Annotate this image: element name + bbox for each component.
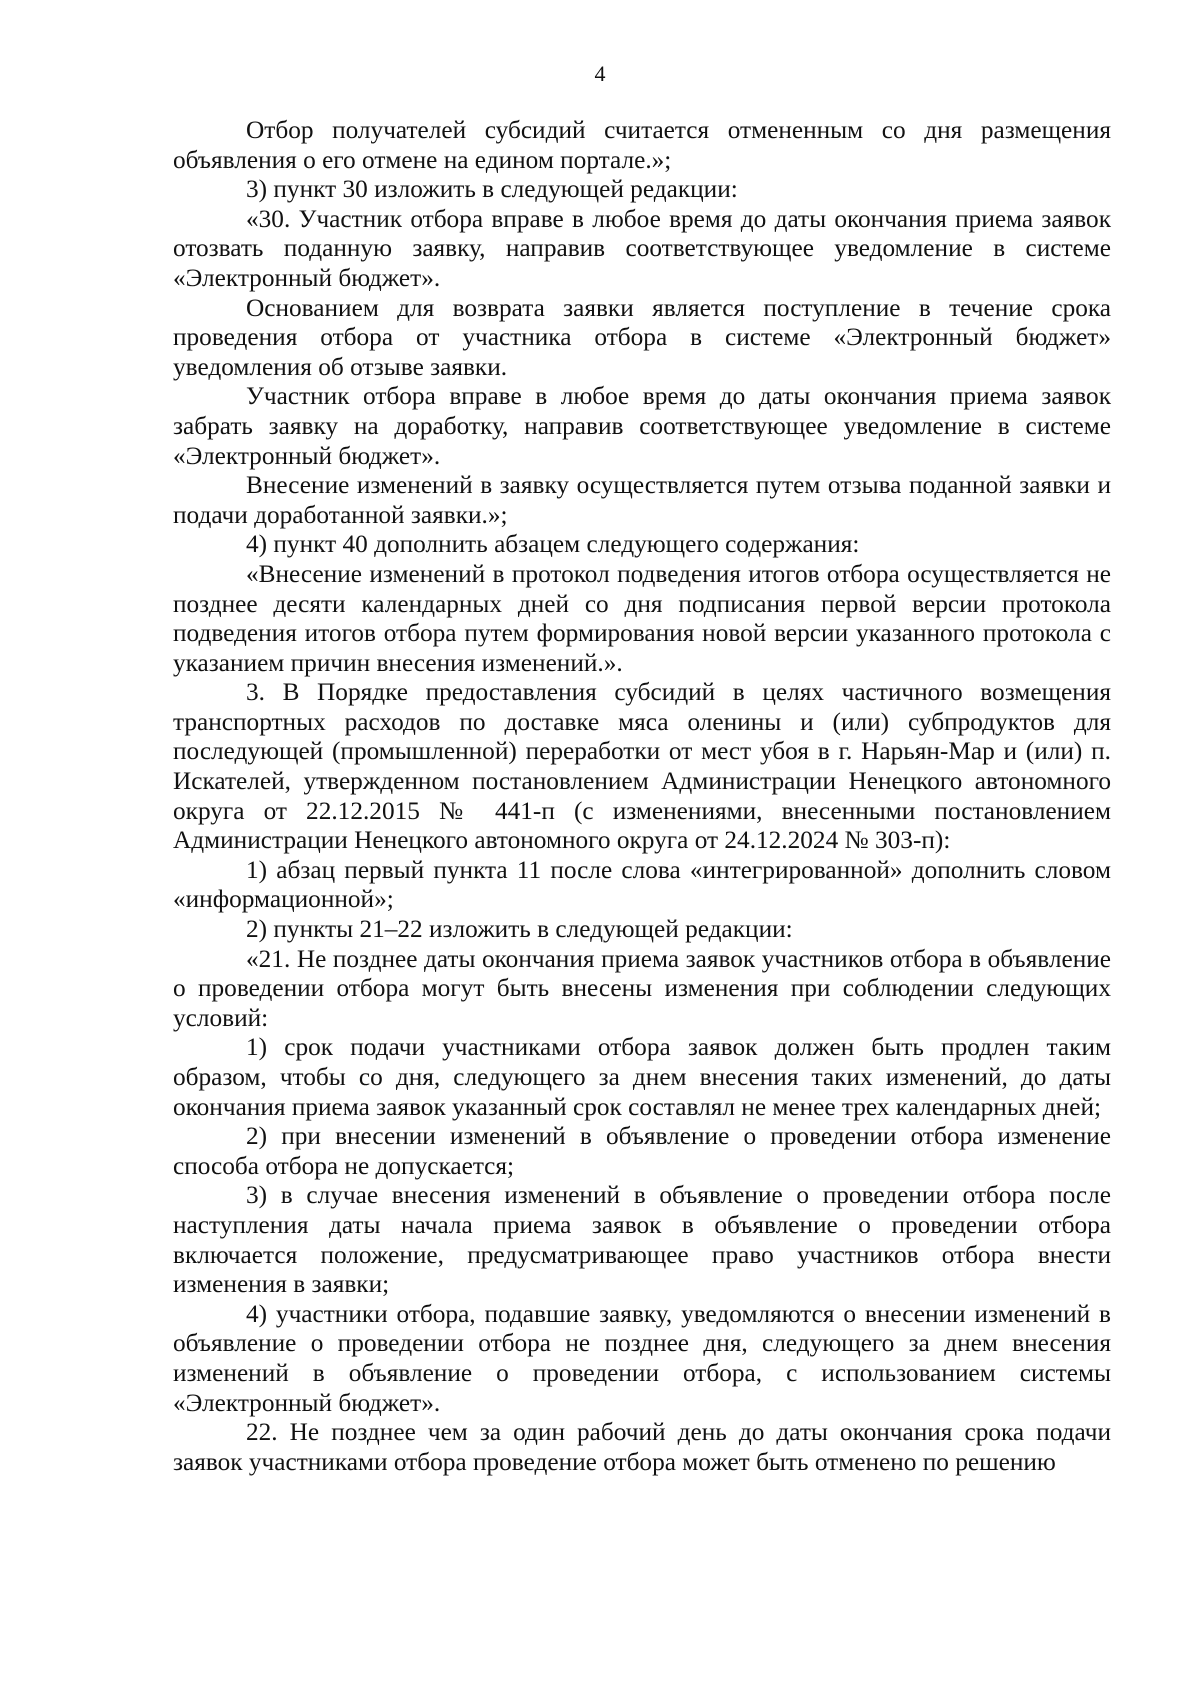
paragraph: 1) срок подачи участниками отбора заявок должен быть продлен таким образом, чтобы со дня, следующего за днем внесения таких изменений, до даты окончания приема заявок указанный срок составлял не менее трех календарных дней; [173,1033,1111,1121]
paragraph: «21. Не позднее даты окончания приема заявок участников отбора в объявление о проведении отбора могут быть внесены изменения при соблюдении следующих условий: [173,944,1111,1032]
page-number: 4 [594,61,606,86]
paragraph: 4) участники отбора, подавшие заявку, уведомляются о внесении изменений в объявление о проведении отбора не позднее дня, следующего за днем внесения изменений в объявление о проведении отбора, с использованием системы «Электронный бюджет». [173,1299,1111,1417]
paragraph: «30. Участник отбора вправе в любое время до даты окончания приема заявок отозвать поданную заявку, направив соответствующее уведомление в системе «Электронный бюджет». [173,204,1111,292]
paragraph: Отбор получателей субсидий считается отмененным со дня размещения объявления о его отмене на едином портале.»; [173,116,1111,174]
paragraph: 3. В Порядке предоставления субсидий в целях частичного возмещения транспортных расходов по доставке мяса оленины и (или) субпродуктов для последующей (промышленной) переработки от мест убоя в г. Нарьян-Мар и (или) п. Искателей, утвержденном постановлением Администрации Ненецкого автономного округа от 22.12.2015 № 441-п (с изменениями, внесенными постановлением Администрации Ненецкого автономного округа от 24.12.2024 № 303-п): [173,678,1111,855]
paragraph: 4) пункт 40 дополнить абзацем следующего содержания: [246,530,860,559]
paragraph: «Внесение изменений в протокол подведения итогов отбора осуществляется не позднее десяти календарных дней со дня подписания первой версии протокола подведения итогов отбора путем формирования новой версии указанного протокола с указанием причин внесения изменений.». [173,559,1111,677]
paragraph: 3) в случае внесения изменений в объявление о проведении отбора после наступления даты начала приема заявок в объявление о проведении отбора включается положение, предусматривающее право участников отбора внести изменения в заявки; [173,1181,1111,1299]
document-body [173,116,1111,1477]
paragraph: Основанием для возврата заявки является поступление в течение срока проведения отбора от участника отбора в системе «Электронный бюджет» уведомления об отзыве заявки. [173,293,1111,381]
paragraph: Участник отбора вправе в любое время до даты окончания приема заявок забрать заявку на доработку, направив соответствующее уведомление в системе «Электронный бюджет». [173,382,1111,470]
paragraph: Внесение изменений в заявку осуществляется путем отзыва поданной заявки и подачи доработанной заявки.»; [173,471,1111,529]
paragraph: 22. Не позднее чем за один рабочий день до даты окончания срока подачи заявок участниками отбора проведение отбора может быть отменено по решению [173,1418,1111,1476]
paragraph: 1) абзац первый пункта 11 после слова «интегрированной» дополнить словом «информационной»; [173,855,1111,914]
paragraph: 2) при внесении изменений в объявление о проведении отбора изменение способа отбора не допускается; [173,1122,1111,1180]
paragraph: 2) пункты 21–22 изложить в следующей редакции: [246,915,793,944]
paragraph: 3) пункт 30 изложить в следующей редакции: [246,175,738,204]
